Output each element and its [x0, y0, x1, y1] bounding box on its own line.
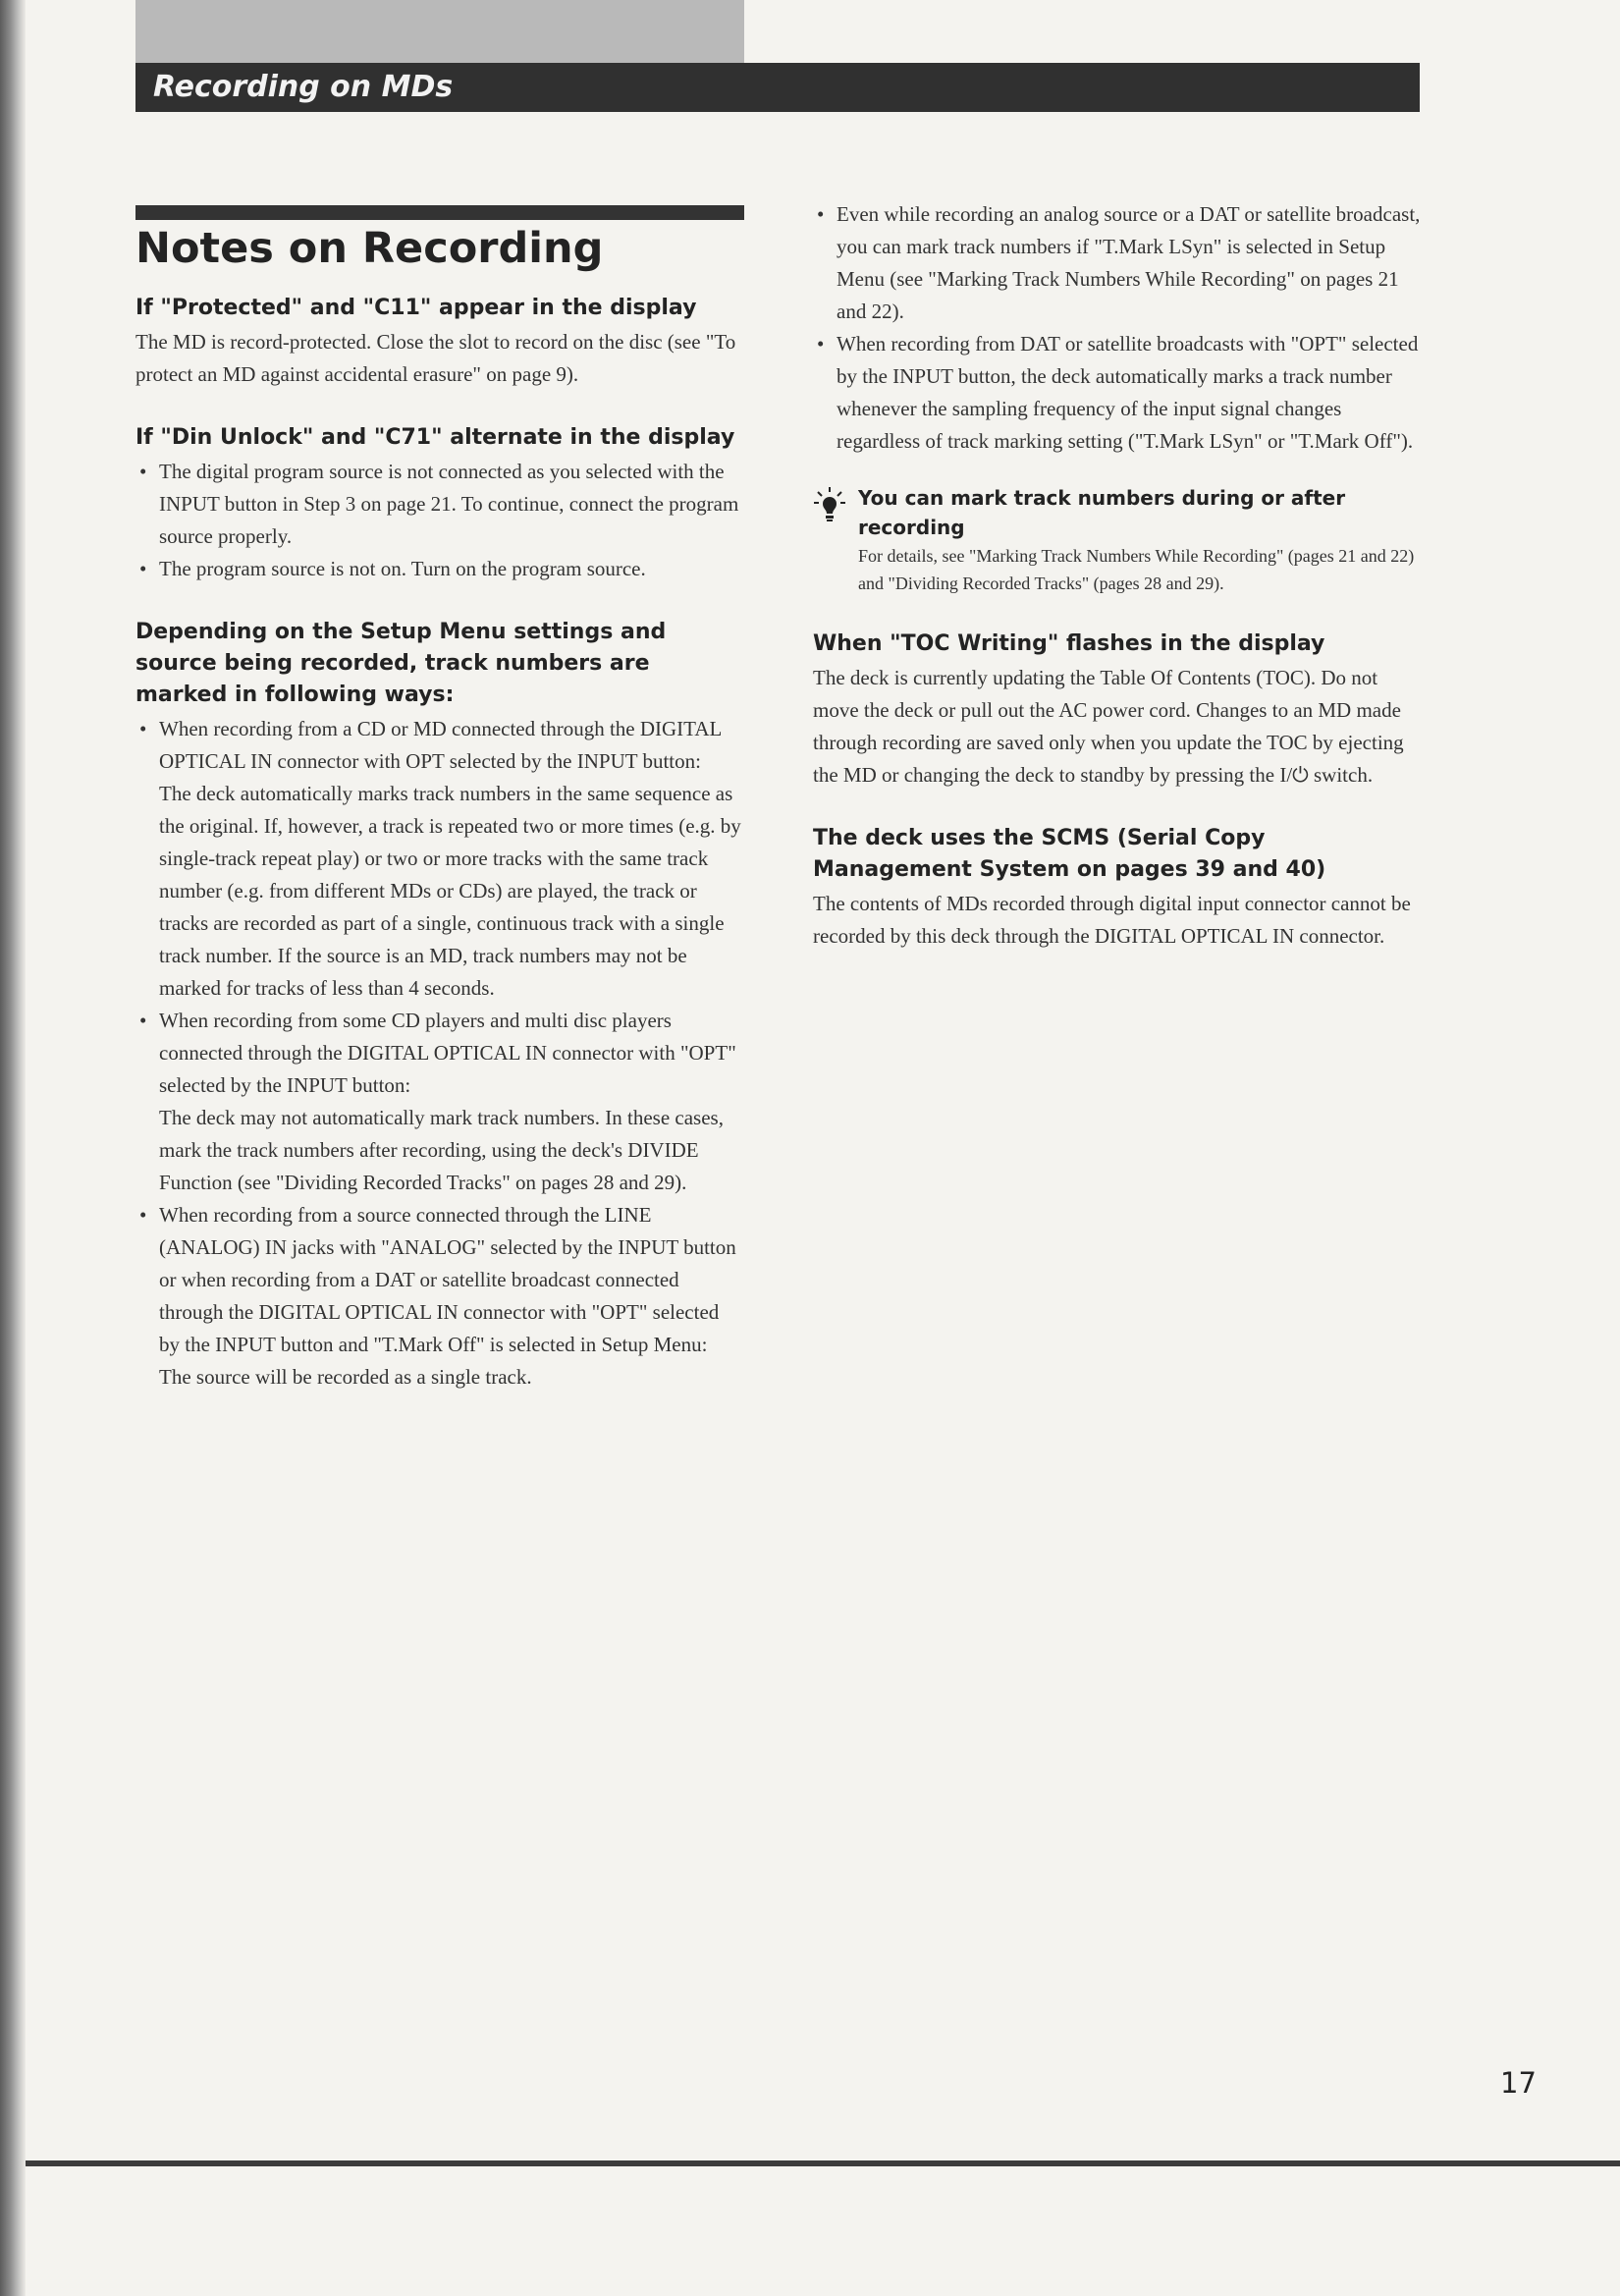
header-tab [135, 0, 744, 69]
tip-heading: You can mark track numbers during or after recording [858, 486, 1346, 539]
tip-box [813, 483, 1422, 597]
list-item-intro: When recording from a source connected through the LINE (ANALOG) IN jacks with "ANALOG" selected by the INPUT button or when recording from a DAT or satellite broadcast connected through the DIGITAL OPTICAL IN connector with "OPT" selected by the INPUT button and "T.Mark Off" is selected in Setup Menu: [159, 1203, 736, 1356]
list-item [135, 1005, 744, 1199]
section-heading-protected: If "Protected" and "C11" appear in the display [135, 296, 697, 320]
list-item-detail: The deck automatically marks track numbers in the same sequence as the original. If, however, a track is repeated two or more times (e.g. by single-track repeat play) or two or more tracks with the same track number (e.g. from different MDs or CDs) are played, the track or tracks are recorded as part of a single, continuous track with a single track number. If the source is an MD, track numbers may not be marked for tracks of less than 4 seconds. [159, 782, 741, 1000]
list-item-intro: When recording from a CD or MD connected through the DIGITAL OPTICAL IN connector with OPT selected by the INPUT button: [159, 717, 722, 773]
list-item [135, 713, 744, 1005]
section-heading-scms: The deck uses the SCMS (Serial Copy Management System on pages 39 and 40) [813, 826, 1326, 882]
tip-body: For details, see "Marking Track Numbers While Recording" (pages 21 and 22) and "Dividing Recorded Tracks" (pages 28 and 29). [858, 546, 1415, 593]
list-item: • Even while recording an analog source or a DAT or satellite broadcast, you can mark track numbers if "T.Mark LSyn" is selected in Setup Menu (see "Marking Track Numbers While Recording" on pages 21 and 22). [813, 198, 1422, 328]
list-item-intro: When recording from some CD players and multi disc players connected through the DIGITAL OPTICAL IN connector with "OPT" selected by the INPUT button: [159, 1009, 736, 1097]
bottom-rule [26, 2160, 1620, 2166]
left-column [135, 293, 744, 1394]
section-body-protected: The MD is record-protected. Close the slot to record on the disc (see "To protect an MD against accidental erasure" on page 9). [135, 330, 736, 386]
book-binding-shadow [0, 0, 26, 2296]
list-item [135, 1199, 744, 1394]
bullet-list-continued [813, 198, 1422, 458]
section-body-scms: The contents of MDs recorded through digital input connector cannot be recorded by this deck through the DIGITAL OPTICAL IN connector. [813, 892, 1411, 948]
right-column [813, 198, 1422, 953]
list-item-detail: The deck may not automatically mark track numbers. In these cases, mark the track numbers after recording, using the deck's DIVIDE Function (see "Dividing Recorded Tracks" on pages 28 and 29). [159, 1106, 724, 1194]
list-item-detail: The source will be recorded as a single track. [159, 1365, 532, 1389]
section-heading-toc-writing: When "TOC Writing" flashes in the display [813, 631, 1325, 656]
page-number: 17 [1500, 2066, 1537, 2100]
lightbulb-icon [813, 485, 846, 524]
bullet-list-track-marking [135, 713, 744, 1394]
section-heading-din-unlock: If "Din Unlock" and "C71" alternate in the display [135, 425, 735, 450]
list-item: • The program source is not on. Turn on the program source. [135, 553, 744, 585]
list-item: • The digital program source is not connected as you selected with the INPUT button in Step 3 on page 21. To continue, connect the program source properly. [135, 456, 744, 553]
section-heading-track-marking: Depending on the Setup Menu settings and source being recorded, track numbers are marked in following ways: [135, 620, 667, 707]
bullet-list-din-unlock [135, 456, 744, 585]
list-item: • When recording from DAT or satellite broadcasts with "OPT" selected by the INPUT button, the deck automatically marks a track number whenever the sampling frequency of the input signal changes regardless of track marking setting ("T.Mark LSyn" or "T.Mark Off"). [813, 328, 1422, 458]
section-body-toc-writing: The deck is currently updating the Table Of Contents (TOC). Do not move the deck or pull out the AC power cord. Changes to an MD made through recording are saved only when you update the TOC by ejecting the MD or changing the deck to standby by pressing the I/⏻ switch. [813, 666, 1404, 787]
section-title: Recording on MDs [153, 70, 454, 104]
page-title: Notes on Recording [135, 224, 604, 273]
